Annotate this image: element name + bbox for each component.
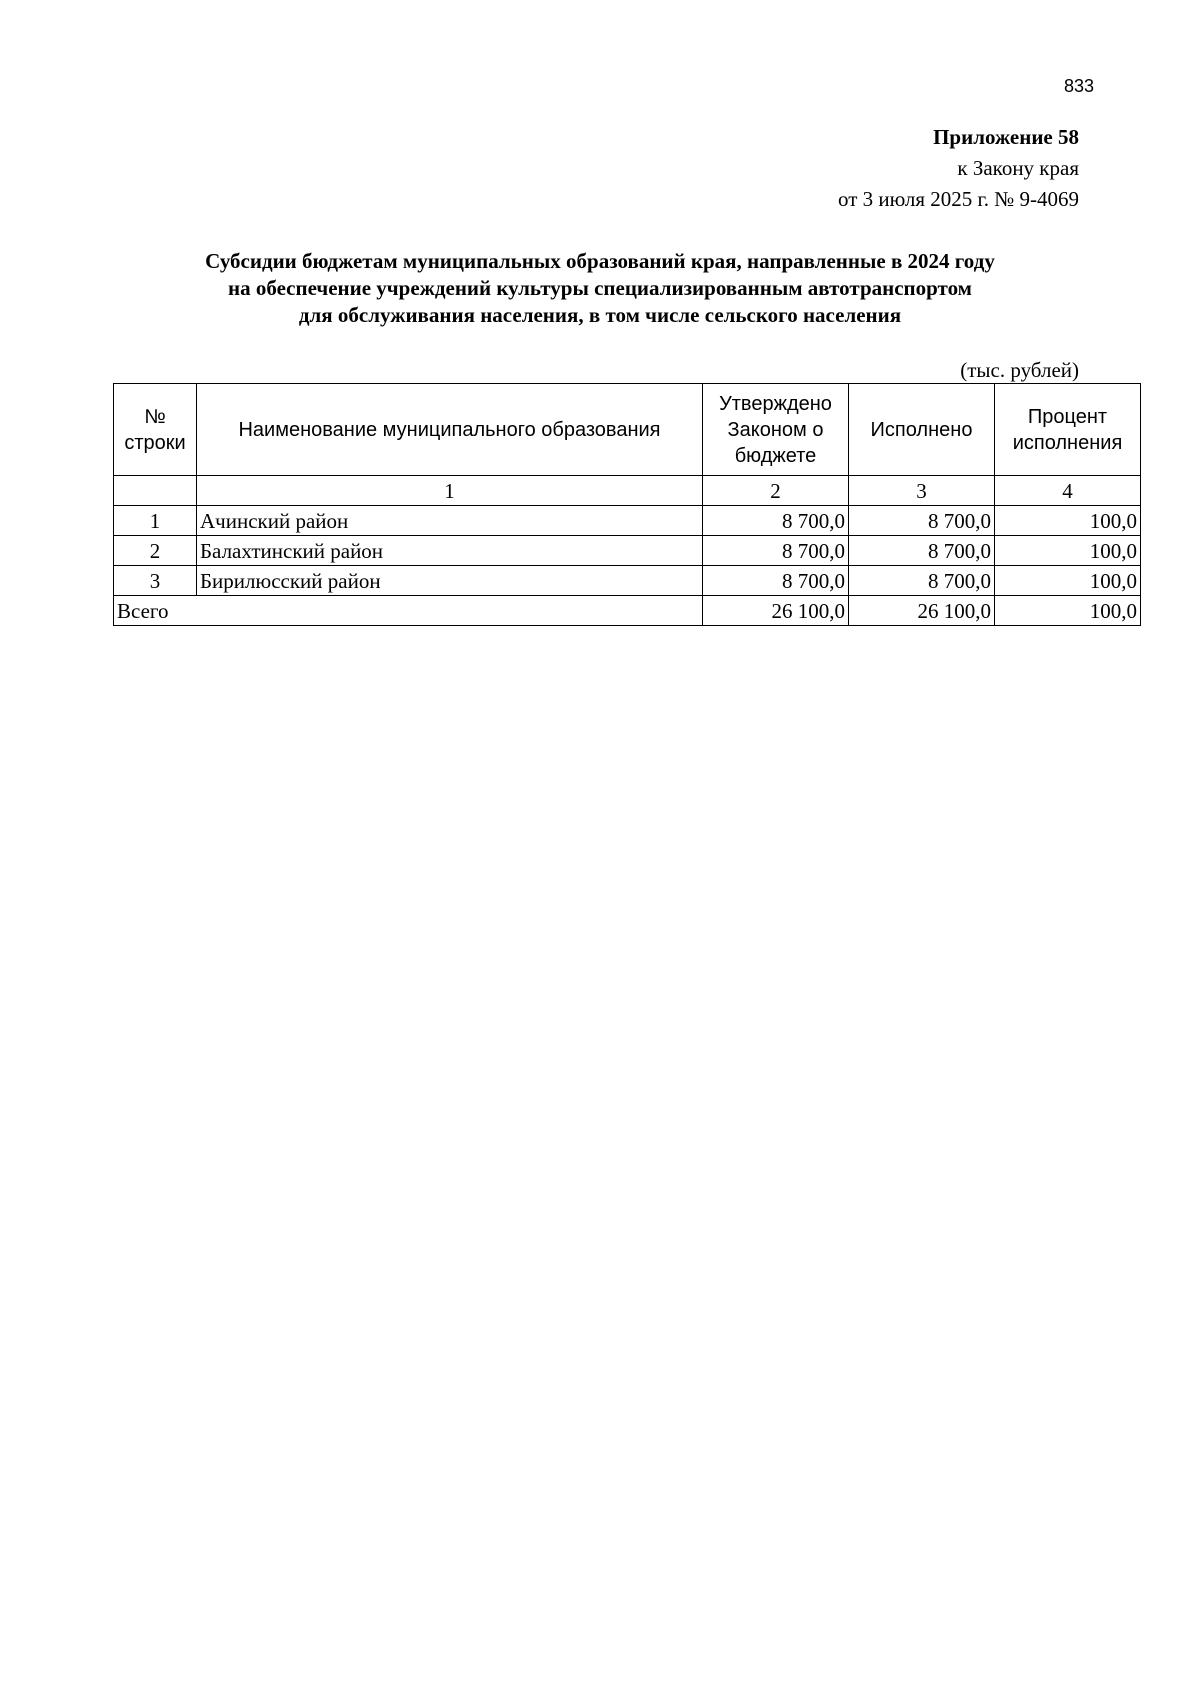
units-label: (тыс. рублей)	[960, 358, 1079, 382]
document-title-line-1: Субсидии бюджетам муниципальных образований края, направленные в 2024 году	[205, 249, 995, 273]
municipality-name-cell: Бирилюсский район	[197, 566, 703, 596]
header-executed: Исполнено	[849, 384, 995, 476]
header-approved-line-1: Утверждено	[719, 392, 832, 415]
approved-amount-cell: 8 700,0	[703, 536, 849, 566]
header-approved	[703, 384, 849, 476]
header-municipality-name: Наименование муниципального образования	[197, 384, 703, 476]
column-number-cell: 3	[849, 476, 995, 506]
table-row	[114, 566, 1141, 596]
row-number-cell: 1	[114, 506, 197, 536]
appendix-law-reference: к Закону края	[957, 156, 1079, 180]
column-number-cell: 1	[197, 476, 703, 506]
appendix-law-date: от 3 июля 2025 г. № 9-4069	[838, 187, 1079, 211]
document-title-line-2: на обеспечение учреждений культуры специализированным автотранспортом	[228, 276, 972, 300]
header-approved-line-2: Законом о	[727, 418, 824, 441]
column-number-cell	[114, 476, 197, 506]
header-percent-line-2: исполнения	[1012, 431, 1123, 454]
table-row	[114, 506, 1141, 536]
approved-amount-cell: 8 700,0	[703, 566, 849, 596]
table-header-row	[114, 384, 1141, 476]
header-row-number-top: №	[144, 405, 166, 428]
appendix-header	[838, 122, 1079, 215]
municipality-name-cell: Ачинский район	[197, 506, 703, 536]
header-row-number	[114, 384, 197, 476]
executed-amount-cell: 8 700,0	[849, 566, 995, 596]
municipality-name-cell: Балахтинский район	[197, 536, 703, 566]
approved-amount-cell: 8 700,0	[703, 506, 849, 536]
execution-percent-cell: 100,0	[995, 536, 1141, 566]
appendix-title: Приложение 58	[933, 125, 1079, 149]
total-executed-cell: 26 100,0	[849, 596, 995, 626]
header-percent	[995, 384, 1141, 476]
table-row	[114, 536, 1141, 566]
row-number-cell: 2	[114, 536, 197, 566]
execution-percent-cell: 100,0	[995, 506, 1141, 536]
table-total-row	[114, 596, 1141, 626]
header-percent-line-1: Процент	[1027, 405, 1108, 428]
executed-amount-cell: 8 700,0	[849, 536, 995, 566]
header-approved-line-3: бюджете	[734, 444, 817, 467]
document-title-line-3: для обслуживания населения, в том числе сельского населения	[298, 303, 902, 327]
page-number: 833	[1064, 76, 1095, 96]
total-approved-cell: 26 100,0	[703, 596, 849, 626]
document-title	[100, 248, 1100, 329]
total-label-cell: Всего	[114, 596, 703, 626]
executed-amount-cell: 8 700,0	[849, 506, 995, 536]
column-number-row	[114, 476, 1141, 506]
row-number-cell: 3	[114, 566, 197, 596]
execution-percent-cell: 100,0	[995, 566, 1141, 596]
column-number-cell: 2	[703, 476, 849, 506]
total-percent-cell: 100,0	[995, 596, 1141, 626]
column-number-cell: 4	[995, 476, 1141, 506]
subsidies-table	[113, 383, 1141, 626]
header-row-number-bottom: строки	[124, 431, 186, 454]
